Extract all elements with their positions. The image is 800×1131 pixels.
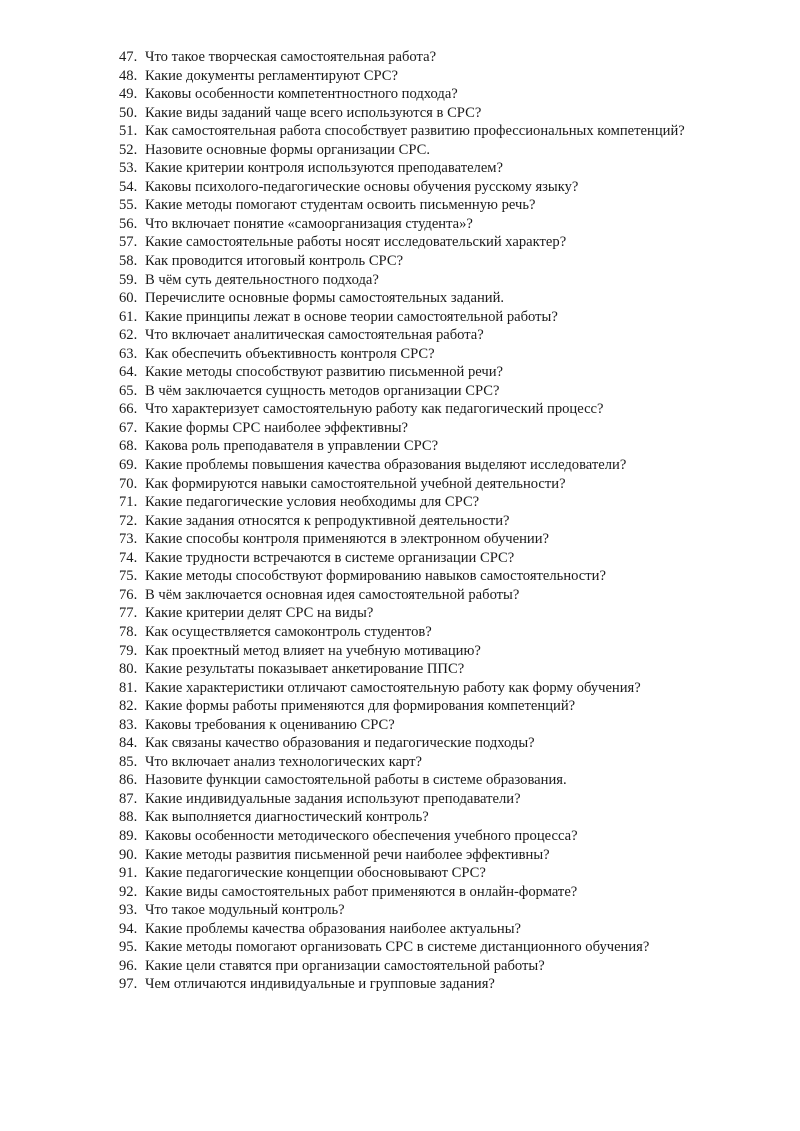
question-text: Какие трудности встречаются в системе организации СРС? (145, 549, 515, 566)
question-number: 49. (119, 86, 138, 103)
question-text: Что включает анализ технологических карт? (145, 753, 423, 770)
question-text: Какие документы регламентируют СРС? (145, 67, 398, 84)
question-number: 73. (119, 531, 138, 548)
question-number: 55. (119, 197, 138, 214)
question-number: 58. (119, 253, 138, 270)
question-number: 69. (119, 457, 138, 474)
list-item (119, 827, 719, 846)
question-number: 80. (119, 661, 138, 678)
question-number: 66. (119, 401, 138, 418)
list-item (119, 920, 719, 939)
question-number: 52. (119, 141, 138, 158)
list-item (119, 697, 719, 716)
question-text: Перечислите основные формы самостоятельных заданий. (145, 290, 505, 307)
question-text: Какие критерии контроля используются преподавателем? (145, 160, 504, 177)
question-text: Какие результаты показывает анкетирование ППС? (145, 661, 465, 678)
question-text: Какие формы СРС наиболее эффективны? (145, 419, 409, 436)
list-item (119, 771, 719, 790)
question-text: Каковы особенности компетентностного подхода? (145, 86, 458, 103)
list-item (119, 308, 719, 327)
question-text: В чём суть деятельностного подхода? (145, 271, 379, 288)
list-item (119, 660, 719, 679)
question-text: Какие методы способствуют формированию навыков самостоятельности? (145, 568, 606, 585)
question-text: Какие виды заданий чаще всего используются в СРС? (145, 104, 482, 121)
question-number: 57. (119, 234, 138, 251)
question-text: Чем отличаются индивидуальные и групповые задания? (145, 976, 495, 993)
list-item (119, 623, 719, 642)
list-item (119, 512, 719, 531)
question-number: 54. (119, 178, 138, 195)
list-item (119, 883, 719, 902)
question-number: 89. (119, 827, 138, 844)
question-text: В чём заключается сущность методов организации СРС? (145, 382, 500, 399)
list-item (119, 753, 719, 772)
question-number: 88. (119, 809, 138, 826)
list-item (119, 456, 719, 475)
question-text: Какие самостоятельные работы носят исследовательский характер? (145, 234, 567, 251)
question-text: Какие критерии делят СРС на виды? (145, 605, 374, 622)
list-item (119, 846, 719, 865)
question-text: Назовите основные формы организации СРС. (145, 141, 430, 158)
question-text: Какие проблемы качества образования наиболее актуальны? (145, 920, 522, 937)
question-number: 96. (119, 957, 138, 974)
question-number: 93. (119, 902, 138, 919)
question-number: 90. (119, 846, 138, 863)
question-number: 68. (119, 438, 138, 455)
question-number: 76. (119, 586, 138, 603)
list-item (119, 419, 719, 438)
list-item (119, 586, 719, 605)
list-item (119, 400, 719, 419)
list-item (119, 642, 719, 661)
list-item (119, 604, 719, 623)
question-number: 92. (119, 883, 138, 900)
question-text: Какие педагогические условия необходимы для СРС? (145, 494, 480, 511)
list-item (119, 864, 719, 883)
list-item (119, 363, 719, 382)
question-text: Как самостоятельная работа способствует развитию профессиональных компетенций? (145, 123, 685, 140)
list-item (119, 122, 719, 141)
list-item (119, 326, 719, 345)
list-item (119, 957, 719, 976)
question-text: Какие способы контроля применяются в электронном обучении? (145, 531, 550, 548)
list-item (119, 475, 719, 494)
question-text: Какие методы развития письменной речи наиболее эффективны? (145, 846, 550, 863)
question-number: 56. (119, 215, 138, 232)
question-number: 53. (119, 160, 138, 177)
question-number: 62. (119, 327, 138, 344)
question-number: 63. (119, 345, 138, 362)
question-number: 48. (119, 67, 138, 84)
question-text: Как формируются навыки самостоятельной учебной деятельности? (145, 475, 566, 492)
question-number: 59. (119, 271, 138, 288)
list-item (119, 975, 719, 994)
list-item (119, 679, 719, 698)
question-text: Каковы психолого-педагогические основы обучения русскому языку? (145, 178, 579, 195)
list-item (119, 345, 719, 364)
question-text: Как проводится итоговый контроль СРС? (145, 253, 404, 270)
question-text: Как обеспечить объективность контроля СРС? (145, 345, 435, 362)
question-text: Какие характеристики отличают самостоятельную работу как форму обучения? (145, 679, 641, 696)
question-text: Каковы требования к оцениванию СРС? (145, 716, 395, 733)
question-text: Что такое творческая самостоятельная работа? (145, 49, 437, 65)
question-text: Какие педагогические концепции обосновывают СРС? (145, 865, 486, 882)
question-text: Что характеризует самостоятельную работу как педагогический процесс? (145, 401, 604, 418)
list-item (119, 716, 719, 735)
question-number: 81. (119, 679, 138, 696)
question-text: Какие задания относятся к репродуктивной деятельности? (145, 512, 510, 529)
list-item (119, 233, 719, 252)
question-text: Какие формы работы применяются для формирования компетенций? (145, 698, 576, 715)
question-text: Что включает аналитическая самостоятельная работа? (145, 327, 484, 344)
question-number: 72. (119, 512, 138, 529)
question-number: 84. (119, 735, 138, 752)
list-item (119, 48, 719, 67)
question-text: Какие методы способствуют развитию письменной речи? (145, 364, 503, 381)
list-item (119, 790, 719, 809)
question-number: 65. (119, 382, 138, 399)
question-text: Как проектный метод влияет на учебную мотивацию? (145, 642, 481, 659)
question-number: 85. (119, 753, 138, 770)
list-item (119, 493, 719, 512)
list-item (119, 567, 719, 586)
question-number: 61. (119, 308, 138, 325)
list-item (119, 938, 719, 957)
list-item (119, 141, 719, 160)
question-text: Назовите функции самостоятельной работы в системе образования. (145, 772, 567, 789)
question-number: 60. (119, 290, 138, 307)
question-number: 64. (119, 364, 138, 381)
question-number: 94. (119, 920, 138, 937)
question-text: Какие проблемы повышения качества образования выделяют исследователи? (145, 457, 627, 474)
list-item (119, 85, 719, 104)
question-text: Что включает понятие «самоорганизация студента»? (145, 215, 473, 232)
question-number: 97. (119, 976, 138, 993)
question-number: 67. (119, 419, 138, 436)
list-item (119, 196, 719, 215)
question-text: В чём заключается основная идея самостоятельной работы? (145, 586, 520, 603)
question-number: 75. (119, 568, 138, 585)
question-number: 71. (119, 494, 138, 511)
list-item (119, 271, 719, 290)
question-number: 77. (119, 605, 138, 622)
question-number: 87. (119, 790, 138, 807)
question-text: Какие индивидуальные задания используют преподаватели? (145, 790, 521, 807)
question-text: Какие принципы лежат в основе теории самостоятельной работы? (145, 308, 558, 325)
question-number: 86. (119, 772, 138, 789)
list-item (119, 178, 719, 197)
list-item (119, 549, 719, 568)
question-number: 78. (119, 623, 138, 640)
question-list (119, 48, 719, 994)
question-text: Как связаны качество образования и педагогические подходы? (145, 735, 535, 752)
list-item (119, 159, 719, 178)
list-item (119, 289, 719, 308)
question-text: Какие методы помогают организовать СРС в системе дистанционного обучения? (145, 939, 650, 956)
question-text: Какова роль преподавателя в управлении СРС? (145, 438, 439, 455)
list-item (119, 104, 719, 123)
question-number: 83. (119, 716, 138, 733)
list-item (119, 67, 719, 86)
list-item (119, 901, 719, 920)
list-item (119, 808, 719, 827)
question-text: Что такое модульный контроль? (145, 902, 345, 919)
question-text: Как выполняется диагностический контроль? (145, 809, 429, 826)
question-number: 51. (119, 123, 138, 140)
list-item (119, 530, 719, 549)
question-text: Каковы особенности методического обеспечения учебного процесса? (145, 827, 578, 844)
list-item (119, 437, 719, 456)
question-number: 47. (119, 49, 138, 65)
question-text: Какие виды самостоятельных работ применяются в онлайн-формате? (145, 883, 578, 900)
list-item (119, 215, 719, 234)
question-number: 91. (119, 865, 138, 882)
question-text: Как осуществляется самоконтроль студентов? (145, 623, 432, 640)
question-number: 74. (119, 549, 138, 566)
question-text: Какие цели ставятся при организации самостоятельной работы? (145, 957, 545, 974)
question-text: Какие методы помогают студентам освоить письменную речь? (145, 197, 536, 214)
question-number: 82. (119, 698, 138, 715)
list-item (119, 252, 719, 271)
question-number: 95. (119, 939, 138, 956)
question-number: 50. (119, 104, 138, 121)
list-item (119, 382, 719, 401)
list-item (119, 734, 719, 753)
question-number: 79. (119, 642, 138, 659)
question-number: 70. (119, 475, 138, 492)
